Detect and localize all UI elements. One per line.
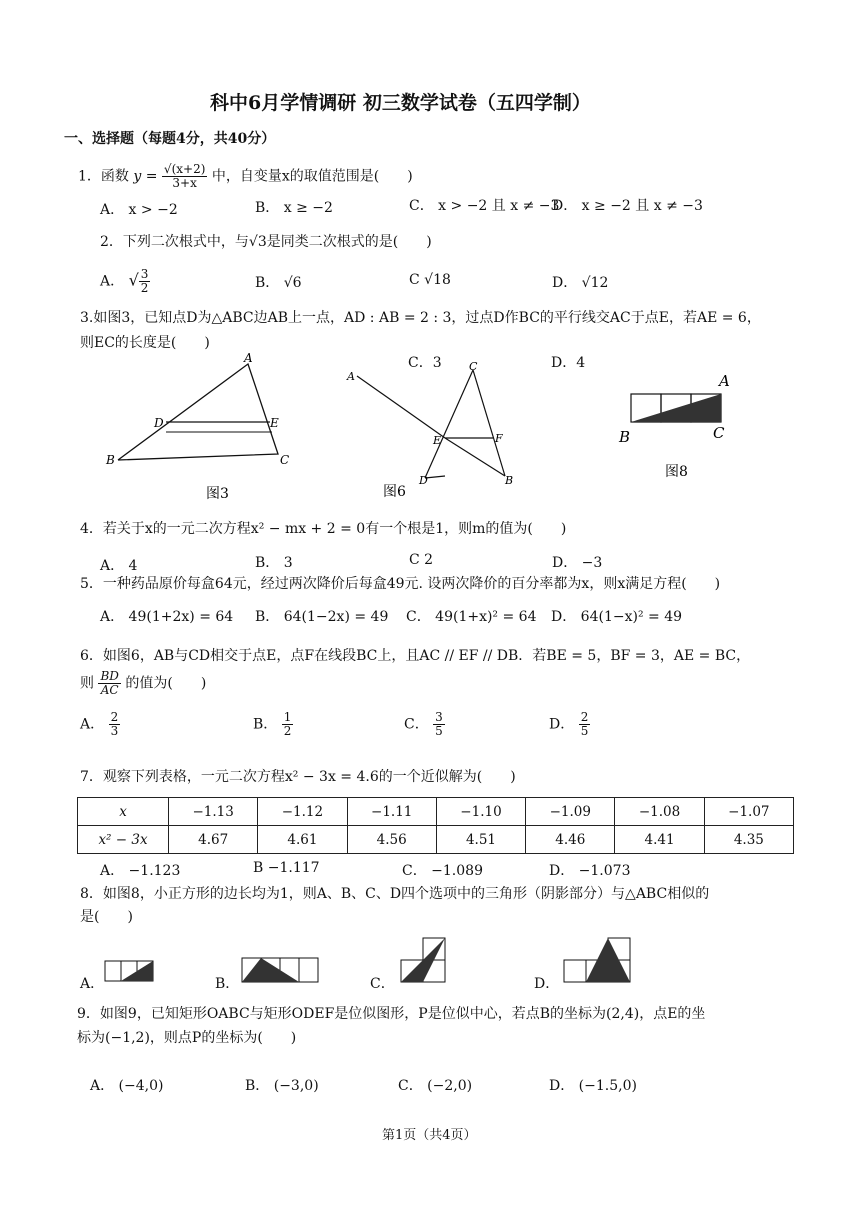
q8-figure-d	[563, 937, 635, 985]
fig8-label-b: B	[619, 428, 631, 446]
q7-option-b[interactable]: B −1.117	[253, 860, 320, 876]
table-cell: −1.12	[258, 798, 347, 826]
q6-a-num: 2	[110, 710, 119, 724]
q6-option-c-fraction	[433, 711, 445, 738]
fig6-label-d: D	[419, 474, 428, 487]
q6-c-num: 3	[435, 710, 443, 724]
q6-option-b-label: B．	[253, 716, 278, 733]
q8-option-b[interactable]: B．	[215, 976, 240, 992]
q3-option-c[interactable]: C．3	[408, 355, 442, 371]
q1-option-c[interactable]: C． x > −2 且 x ≠ −3	[409, 198, 560, 214]
fig3-label-e: E	[270, 416, 279, 430]
q8b-square-4	[299, 958, 318, 982]
q1-option-d[interactable]: D． x ≥ −2 且 x ≠ −3	[552, 198, 703, 214]
q9-option-c[interactable]: C． (−2,0)	[398, 1078, 473, 1094]
q5-option-b[interactable]: B． 64(1−2x) = 49	[255, 609, 389, 625]
q3-stem: 3.如图3，已知点D为△ABC边AB上一点，AD : AB = 2 : 3，过点D作BC的平行线交AC于点E，若AE = 6，	[80, 310, 761, 326]
q8-option-d[interactable]: D．	[534, 976, 560, 992]
q6-c-den: 5	[435, 724, 443, 738]
figure-3	[100, 350, 300, 510]
q2-option-c[interactable]: C √18	[409, 272, 451, 288]
q2-option-a-label: A．	[100, 273, 125, 290]
fig3-label-c: C	[280, 453, 290, 467]
q6-stem2-a: 则	[80, 675, 94, 692]
fig6-line-cd	[425, 370, 473, 478]
table-cell: −1.07	[704, 798, 793, 826]
q1-expr-y: y =	[133, 168, 158, 185]
q6-option-a-fraction	[109, 711, 121, 738]
q2-option-a[interactable]: A． √ $\frac{3}{2}$	[100, 267, 149, 295]
q4-option-a[interactable]: A． 4	[100, 558, 138, 574]
q4-option-b[interactable]: B． 3	[255, 555, 293, 571]
q6-b-num: 1	[283, 710, 292, 724]
q2-a-numerator: 3	[140, 267, 149, 281]
fig6-label-f: F	[495, 432, 503, 445]
q2-stem: 2．下列二次根式中，与√3是同类二次根式的是( )	[100, 234, 432, 250]
q6-b-den: 2	[283, 724, 292, 738]
fig8-caption: 图8	[665, 464, 688, 480]
q4-stem: 4．若关于x的一元二次方程x² − mx + 2 = 0有一个根是1，则m的值为( )	[80, 521, 567, 537]
q6-option-c[interactable]	[404, 711, 445, 738]
q6-d-num: 2	[580, 710, 589, 724]
q6-option-a[interactable]	[80, 711, 120, 738]
table-cell: 4.51	[436, 826, 525, 854]
q6-option-a-label: A．	[80, 716, 105, 733]
q7-table	[77, 797, 794, 854]
fig8-label-a: A	[719, 372, 730, 390]
q1-stem-b: 中，自变量x的取值范围是( )	[211, 168, 413, 185]
fig6-line-db	[425, 476, 445, 478]
q9-stem2: 标为(−1,2)，则点P的坐标为( )	[77, 1030, 297, 1046]
q2-option-b[interactable]: B． √6	[255, 275, 302, 291]
q7-option-d[interactable]: D． −1.073	[549, 863, 631, 879]
q3-stem2: 则EC的长度是( )	[80, 335, 210, 351]
q7-stem: 7．观察下列表格，一元二次方程x² − 3x = 4.6的一个近似解为( )	[80, 769, 516, 785]
table-cell: −1.11	[347, 798, 436, 826]
q6-option-b[interactable]	[253, 711, 293, 738]
table-cell: 4.35	[704, 826, 793, 854]
table-row	[78, 798, 794, 826]
fig6-label-e: E	[433, 434, 442, 447]
page-footer: 第1页（共4页）	[382, 1128, 477, 1143]
q6-stem2-b: 的值为( )	[125, 675, 207, 692]
table-cell: −1.13	[169, 798, 258, 826]
figure-8	[615, 368, 745, 488]
fig6-label-a: A	[347, 370, 355, 383]
q1-fraction	[162, 163, 207, 190]
q2-option-d[interactable]: D． √12	[552, 275, 609, 291]
q1-option-b[interactable]: B． x ≥ −2	[255, 200, 333, 216]
table-cell: 4.61	[258, 826, 347, 854]
q6-option-d-label: D．	[549, 716, 575, 733]
q8-figure-c	[400, 937, 448, 985]
table-cell: 4.67	[169, 826, 258, 854]
fig3-caption: 图3	[206, 486, 229, 502]
q6-stem2	[80, 670, 206, 697]
q4-option-c[interactable]: C 2	[409, 552, 434, 568]
q8-option-c[interactable]: C．	[370, 976, 395, 992]
q1-stem	[78, 163, 413, 190]
table-row	[78, 826, 794, 854]
q6-a-den: 3	[110, 724, 119, 738]
q2-option-a-fraction	[139, 268, 151, 295]
fig3-label-d: D	[154, 416, 164, 430]
table-cell: 4.41	[615, 826, 704, 854]
fig3-triangle	[118, 364, 278, 460]
q6-d-den: 5	[580, 724, 589, 738]
q6-option-c-label: C．	[404, 716, 429, 733]
q8b-shaded-triangle	[242, 958, 299, 982]
q6-option-d[interactable]	[549, 711, 590, 738]
q5-option-d[interactable]: D． 64(1−x)² = 49	[551, 609, 683, 625]
q7-option-a[interactable]: A． −1.123	[100, 863, 181, 879]
table-cell: −1.08	[615, 798, 704, 826]
q3-option-d[interactable]: D．4	[551, 355, 586, 371]
fig6-label-c: C	[469, 362, 478, 373]
q8-option-a[interactable]: A．	[80, 976, 105, 992]
q8-figure-a	[104, 958, 156, 984]
q5-option-c[interactable]: C． 49(1+x)² = 64	[406, 609, 537, 625]
q1-stem-a: 1．函数	[78, 168, 129, 185]
table-cell: x² − 3x	[78, 826, 169, 854]
q9-stem: 9．如图9，已知矩形OABC与矩形ODEF是位似图形，P是位似中心，若点B的坐标为(2,4)，点E的坐	[77, 1006, 706, 1022]
fig8-shaded-triangle	[631, 394, 721, 422]
fig6-label-b: B	[505, 474, 514, 487]
q9-option-d[interactable]: D． (−1.5,0)	[549, 1078, 637, 1094]
q9-option-a[interactable]: A． (−4,0)	[90, 1078, 164, 1094]
q6-fraction	[98, 670, 120, 697]
table-cell: x	[78, 798, 169, 826]
q5-option-a[interactable]: A． 49(1+2x) = 64	[100, 609, 234, 625]
table-cell: 4.46	[526, 826, 615, 854]
q8-stem2: 是( )	[80, 909, 133, 925]
fig6-line-ab	[357, 376, 445, 438]
q8d-square-1	[564, 960, 586, 982]
q9-option-b[interactable]: B． (−3,0)	[245, 1078, 319, 1094]
table-cell: −1.09	[526, 798, 615, 826]
q5-stem: 5．一种药品原价每盒64元，经过两次降价后每盒49元. 设两次降价的百分率都为x，则x满足方程( )	[80, 576, 721, 592]
section-heading: 一、选择题（每题4分，共40分）	[64, 131, 276, 147]
q4-option-d[interactable]: D． −3	[552, 555, 603, 571]
q1-option-a[interactable]: A． x > −2	[100, 202, 178, 218]
q1-denominator: 3+x	[172, 176, 197, 190]
table-cell: 4.56	[347, 826, 436, 854]
figure-6	[345, 362, 525, 502]
q6-option-d-fraction	[579, 711, 591, 738]
q8a-square-1	[105, 961, 121, 981]
q2-a-denominator: 2	[140, 281, 149, 295]
q8-figure-b	[241, 956, 319, 984]
q6-denominator: AC	[100, 683, 119, 697]
fig6-line-cb	[473, 370, 505, 476]
fig8-label-c: C	[713, 424, 725, 442]
q6-numerator: BD	[100, 669, 119, 683]
fig3-label-b: B	[106, 453, 115, 467]
q8-stem: 8．如图8，小正方形的边长均为1，则A、B、C、D四个选项中的三角形（阴影部分）与△ABC相似的	[80, 886, 710, 902]
q1-numerator: √(x+2)	[163, 162, 206, 176]
q6-option-b-fraction	[282, 711, 294, 738]
page-title: 科中6月学情调研 初三数学试卷（五四学制）	[210, 92, 591, 114]
fig3-label-a: A	[244, 351, 253, 365]
q6-stem: 6．如图6，AB与CD相交于点E，点F在线段BC上，且AC // EF // DB．若BE = 5，BF = 3，AE = BC，	[80, 648, 751, 664]
table-cell: −1.10	[436, 798, 525, 826]
q7-option-c[interactable]: C． −1.089	[402, 863, 483, 879]
fig6-caption: 图6	[383, 484, 406, 500]
